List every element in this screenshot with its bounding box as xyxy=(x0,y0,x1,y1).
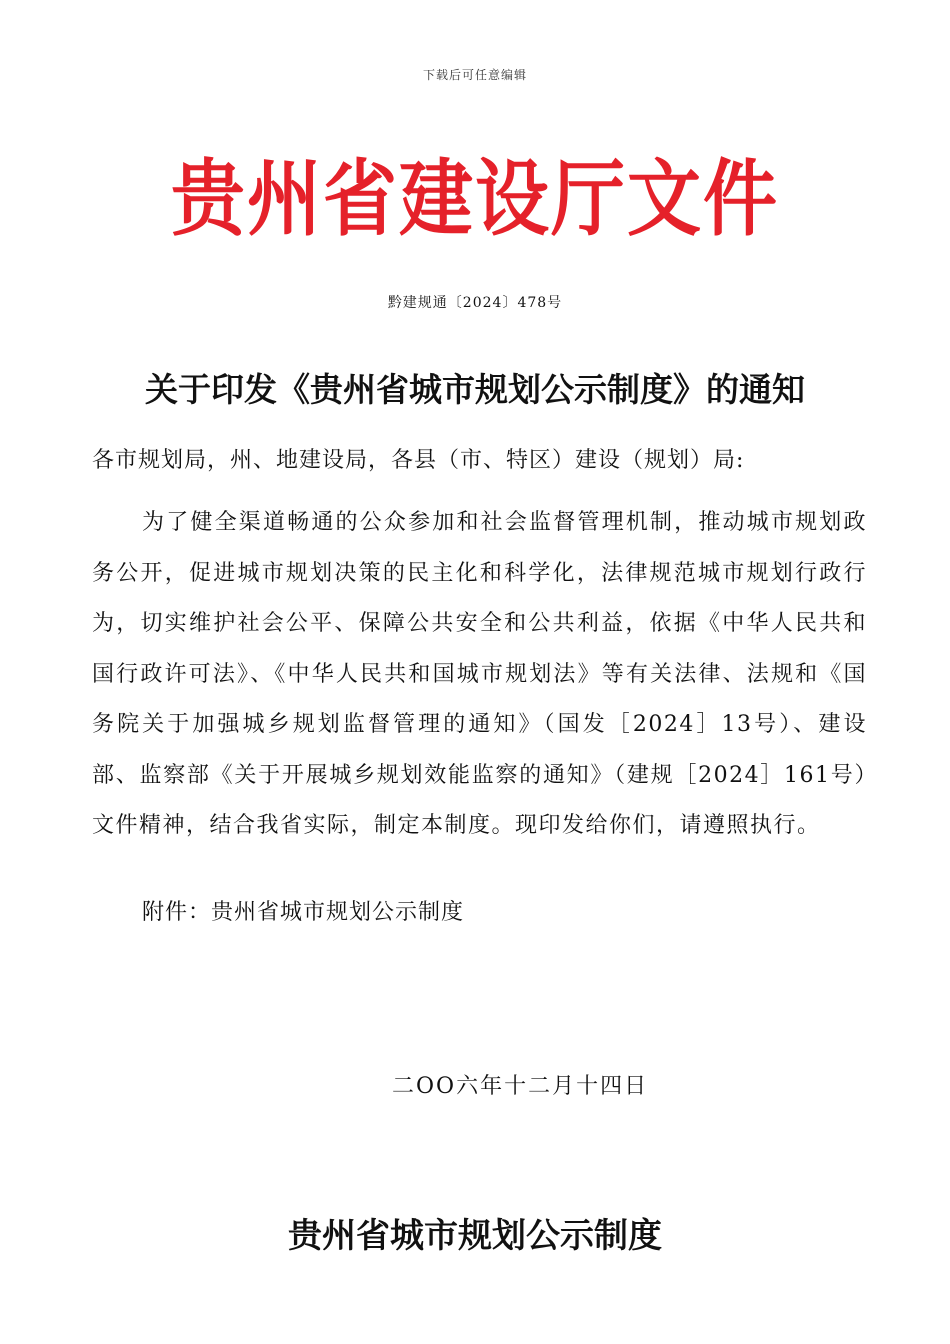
notice-title: 关于印发《贵州省城市规划公示制度》的通知 xyxy=(145,370,805,409)
annex-title: 贵州省城市规划公示制度 xyxy=(288,1216,662,1256)
body-paragraph: 为了健全渠道畅通的公众参加和社会监督管理机制，推动城市规划政务公开，促进城市规划决策的民主化和科学化，法律规范城市规划行政行为，切实维护社会公平、保障公共安全和公共利益，依据《中华人民共和国行政许可法》、《中华人民共和国城市规划法》等有关法律、法规和《国务院关于加强城乡规划监督管理的通知》（国发［2024］13号）、建设部、监察部《关于开展城乡规划效能监察的通知》（建规［2024］161号）文件精神，结合我省实际，制定本制度。现印发给你们，请遵照执行。 xyxy=(92,510,867,838)
addressee-line: 各市规划局，州、地建设局，各县（市、特区）建设（规划）局: xyxy=(92,448,745,473)
document-date: 二OO六年十二月十四日 xyxy=(392,1074,649,1099)
attachment-line: 附件：贵州省城市规划公示制度 xyxy=(142,900,465,925)
document-masthead: 贵州省建设厅文件 xyxy=(171,151,779,248)
header-note: 下载后可任意编辑 xyxy=(422,68,527,82)
document-number: 黔建规通〔2024〕478号 xyxy=(387,295,563,311)
